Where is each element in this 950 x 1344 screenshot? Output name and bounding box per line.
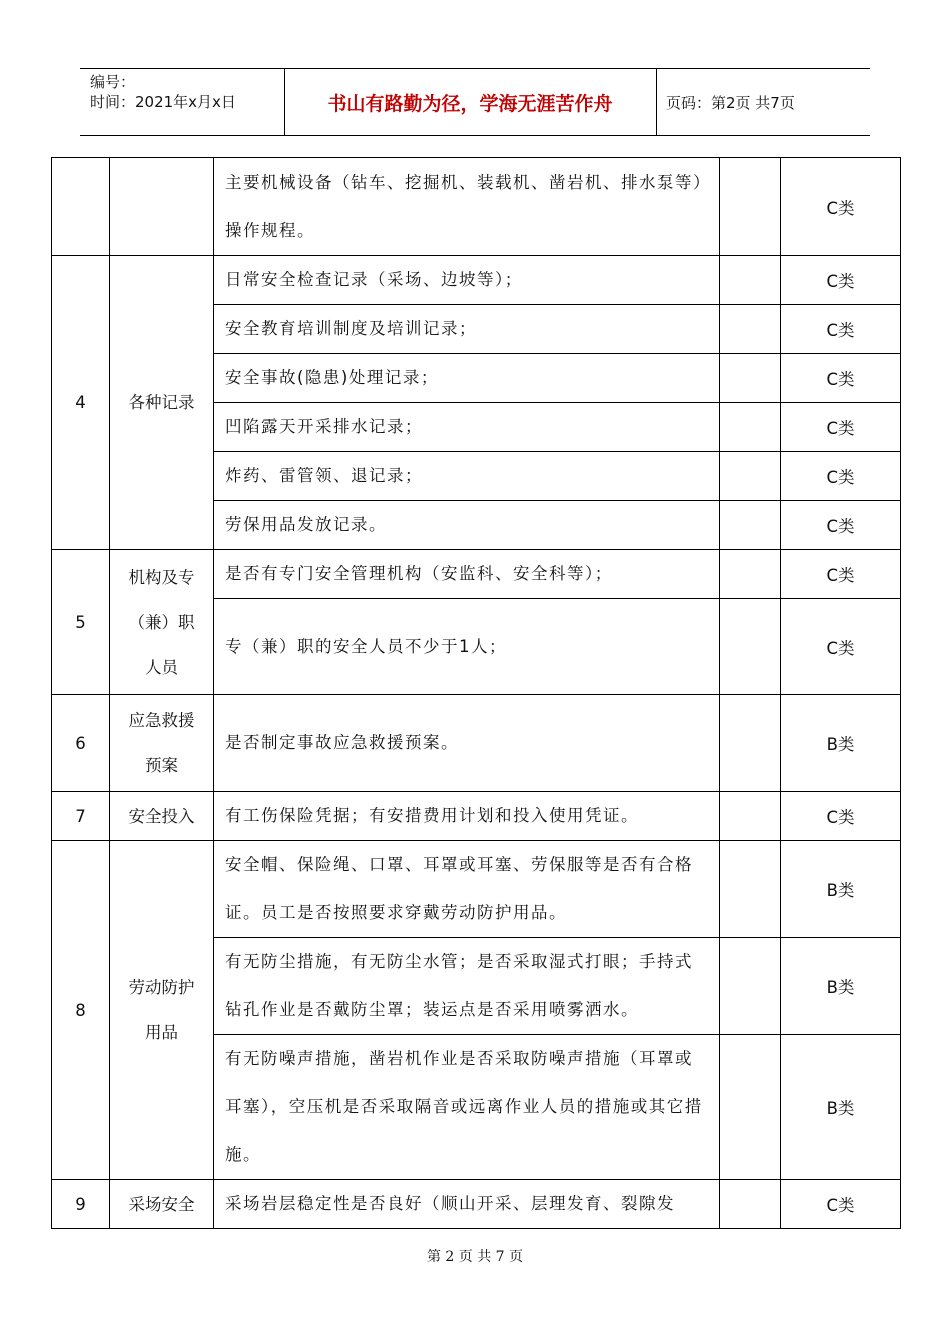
category-line: 人员 (145, 657, 178, 677)
blank-cell (720, 256, 781, 305)
item-class: B类 (781, 695, 901, 792)
row-number: 5 (52, 550, 110, 695)
item-class: B类 (781, 841, 901, 938)
row-number: 9 (52, 1180, 110, 1229)
inspection-table (51, 157, 901, 1229)
item-class: C类 (781, 550, 901, 599)
inspection-item: 是否制定事故应急救援预案。 (214, 695, 720, 792)
inspection-item: 凹陷露天开采排水记录； (214, 403, 720, 452)
page-footer: 第 2 页 共 7 页 (426, 1249, 524, 1265)
inspection-item: 劳保用品发放记录。 (214, 501, 720, 550)
table-row (52, 792, 901, 841)
row-category (110, 158, 214, 256)
header-motto: 书山有路勤为径，学海无涯苦作舟 (327, 92, 613, 115)
item-class: B类 (781, 938, 901, 1035)
item-class: B类 (781, 1035, 901, 1180)
row-number: 8 (52, 841, 110, 1180)
category-line: （兼）职 (128, 612, 195, 632)
blank-cell (720, 550, 781, 599)
blank-cell (720, 1035, 781, 1180)
item-class: C类 (781, 158, 901, 256)
row-category (110, 256, 214, 550)
row-category (110, 550, 214, 695)
inspection-table-body (52, 158, 901, 1229)
item-class: C类 (781, 599, 901, 695)
row-category (110, 695, 214, 792)
table-row (52, 841, 901, 938)
item-class: C类 (781, 354, 901, 403)
category-line: 采场安全 (128, 1194, 195, 1214)
blank-cell (720, 938, 781, 1035)
category-line: 劳动防护 (128, 978, 195, 997)
blank-cell (720, 452, 781, 501)
item-class: C类 (781, 792, 901, 841)
inspection-item: 炸药、雷管领、退记录； (214, 452, 720, 501)
category-line: 预案 (145, 756, 178, 775)
blank-cell (720, 305, 781, 354)
blank-cell (720, 1180, 781, 1229)
inspection-item: 有工伤保险凭据；有安措费用计划和投入使用凭证。 (214, 792, 720, 841)
inspection-item: 专（兼）职的安全人员不少于1人； (214, 599, 720, 695)
table-row (52, 158, 901, 256)
item-class: C类 (781, 1180, 901, 1229)
item-class: C类 (781, 403, 901, 452)
row-number: 6 (52, 695, 110, 792)
inspection-item: 安全教育培训制度及培训记录； (214, 305, 720, 354)
row-number: 7 (52, 792, 110, 841)
inspection-item: 有无防噪声措施，凿岩机作业是否采取防噪声措施（耳罩或耳塞），空压机是否采取隔音或远离作业人员的措施或其它措施。 (214, 1035, 720, 1180)
inspection-item: 是否有专门安全管理机构（安监科、安全科等）； (214, 550, 720, 599)
blank-cell (720, 599, 781, 695)
page-header (80, 68, 870, 136)
table-row (52, 550, 901, 599)
blank-cell (720, 354, 781, 403)
blank-cell (720, 841, 781, 938)
row-number: 4 (52, 256, 110, 550)
item-class: C类 (781, 501, 901, 550)
inspection-item: 采场岩层稳定性是否良好（顺山开采、层理发育、裂隙发 (214, 1180, 720, 1229)
blank-cell (720, 792, 781, 841)
header-divider (656, 68, 657, 136)
table-row (52, 695, 901, 792)
row-category (110, 792, 214, 841)
blank-cell (720, 501, 781, 550)
category-line: 机构及专 (128, 567, 195, 587)
blank-cell (720, 403, 781, 452)
table-row (52, 1180, 901, 1229)
header-page-info: 页码：第2页 共7页 (666, 94, 795, 112)
inspection-item: 安全帽、保险绳、口罩、耳罩或耳塞、劳保服等是否有合格证。员工是否按照要求穿戴劳动防护用品。 (214, 841, 720, 938)
category-line: 用品 (145, 1023, 178, 1042)
row-number (52, 158, 110, 256)
inspection-item: 有无防尘措施，有无防尘水管；是否采取湿式打眼；手持式钻孔作业是否戴防尘罩；装运点是否采用喷雾洒水。 (214, 938, 720, 1035)
category-line: 安全投入 (128, 806, 195, 826)
document-number-label: 编号： (90, 73, 136, 91)
blank-cell (720, 695, 781, 792)
item-class: C类 (781, 305, 901, 354)
row-category (110, 1180, 214, 1229)
item-class: C类 (781, 452, 901, 501)
inspection-item: 安全事故(隐患)处理记录； (214, 354, 720, 403)
document-time-label: 时间：2021年x月x日 (90, 93, 236, 111)
row-category (110, 841, 214, 1180)
blank-cell (720, 158, 781, 256)
header-meta (90, 72, 236, 112)
category-line: 应急救援 (128, 711, 195, 730)
category-line: 各种记录 (128, 393, 195, 412)
item-class: C类 (781, 256, 901, 305)
table-row (52, 256, 901, 305)
inspection-item: 主要机械设备（钻车、挖掘机、装载机、凿岩机、排水泵等）操作规程。 (214, 158, 720, 256)
inspection-item: 日常安全检查记录（采场、边坡等）； (214, 256, 720, 305)
